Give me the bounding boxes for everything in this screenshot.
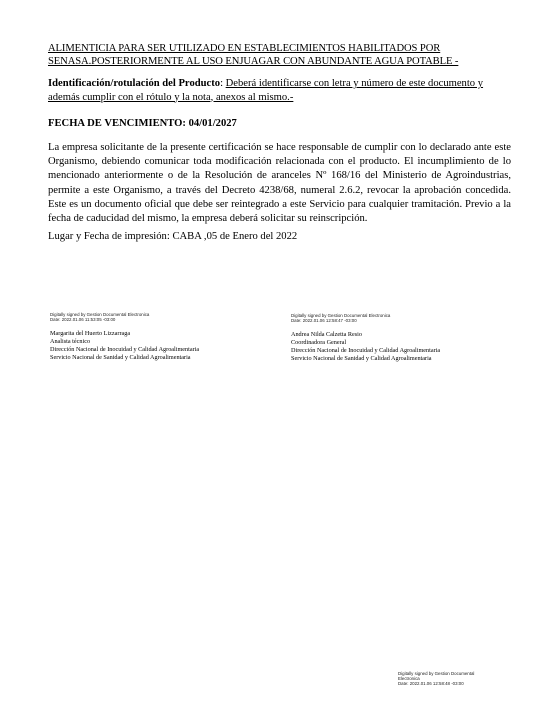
- responsibility-paragraph: La empresa solicitante de la presente certificación se hace responsable de cumplir con lo declarado ante este Organismo, debiendo comunicar toda modificación relacionada con el producto. El incumplimiento de lo mencionado anteriormente o de la Resolución de aranceles Nº 168/16 del Ministerio de Agroindustrias, permite a este Organismo, a través del Decreto 4238/68, numeral 2.6.2, revocar la aprobación concedida. Este es un documento oficial que debe ser reintegrado a este Servicio para cualquier tramitación. Previo a la fecha de caducidad del mismo, la empresa deberá solicitar su reinscripción.: [48, 142, 511, 225]
- identification-separator: :: [220, 78, 226, 89]
- expiry-date: FECHA DE VENCIMIENTO: 04/01/2027: [48, 118, 237, 129]
- product-heading: [48, 42, 498, 68]
- digital-signature-stamp-1: [50, 312, 180, 322]
- stamp-date: Date: 2022.01.06 12:58:47 -03:00: [291, 318, 357, 323]
- stamp-line: Electronica: [398, 676, 420, 681]
- signer-name: Margarita del Huerto Lizzarraga: [50, 330, 131, 337]
- digital-signature-stamp-2: [291, 313, 421, 323]
- stamp-date: Date: 2022.01.06 12:58:48 -03:00: [398, 681, 464, 686]
- signer-role: Coordinadora General: [291, 339, 347, 346]
- identification-paragraph: [48, 77, 498, 104]
- stamp-line: Digitally signed by Gestion Documental Electronica: [291, 313, 391, 318]
- signer-name: Andrea Nilda Calzetta Resio: [291, 331, 362, 338]
- stamp-line: Digitally signed by Gestion Documental: [398, 671, 475, 676]
- signer-service: Servicio Nacional de Sanidad y Calidad Agroalimentaria: [291, 355, 432, 362]
- signer-block-1: [50, 330, 280, 362]
- footer-signature-stamp: [398, 671, 508, 686]
- stamp-line: Digitally signed by Gestion Documental Electronica: [50, 312, 150, 317]
- heading-line-1: ALIMENTICIA PARA SER UTILIZADO EN ESTABLECIMIENTOS HABILITADOS POR: [48, 43, 441, 54]
- identification-text: Deberá identificarse con letra y número de este documento y además cumplir con el rótulo y la nota, anexos al mismo.-: [48, 78, 484, 103]
- print-place-date: Lugar y Fecha de impresión: CABA ,05 de Enero del 2022: [48, 231, 298, 242]
- signer-block-2: [291, 331, 521, 363]
- stamp-date: Date: 2022.01.06 11:53:05 -03:00: [50, 317, 116, 322]
- identification-label: Identificación/rotulación del Producto: [48, 78, 221, 89]
- signer-office: Dirección Nacional de Inocuidad y Calidad Agroalimentaria: [50, 346, 200, 353]
- signer-office: Dirección Nacional de Inocuidad y Calidad Agroalimentaria: [291, 347, 441, 354]
- signer-service: Servicio Nacional de Sanidad y Calidad Agroalimentaria: [50, 354, 191, 361]
- signer-role: Analista técnico: [50, 338, 91, 345]
- heading-line-2: SENASA.POSTERIORMENTE AL USO ENJUAGAR CON ABUNDANTE AGUA POTABLE -: [48, 56, 459, 67]
